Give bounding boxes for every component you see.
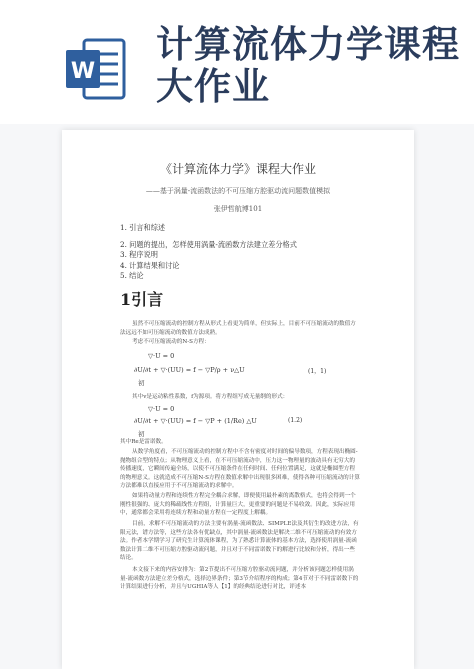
paragraph: 其中v是运动粘性系数，f为源项。将方程组写成无量纲的形式： (132, 394, 289, 400)
section-heading: 1引言 (120, 290, 164, 309)
banner-title (156, 24, 466, 108)
banner-title-line1: 计算流体力学课程 (156, 23, 460, 66)
equation-number: (1.2) (288, 417, 303, 424)
paragraph: 如果将动量方程和连续性方程完全耦合求解，即便使用最朴素的离散格式，也将会得到一个刚性很强的、庞大的稀疏线性方程组，计算量巨大，更重要的问题是不易收敛。因此，实际应用中，通常都会采用将连续方程和动量方程在一定程度上解耦。 (120, 493, 356, 517)
document-subtitle: ——基于涡量-流函数法的不可压缩方腔驱动流问题数值模拟 (145, 187, 331, 195)
equation-momentum-dimensionless: ∂U/∂t + ▽·(UU) = f − ▽P + (1/Re) △U (134, 417, 257, 425)
paragraph: 目前，求解不可压缩流动的方法主要有涡量-流函数法、SIMPLE法及其衍生的改进方法，有限元法，谱方法等，这些方法各有优缺点，其中涡量-流函数法是解决二维不可压缩流动的有效方法。作者本学期学习了研究生计算流体课程，为了熟悉计算流体的基本方法，选择使用涡量-流函数法计算二维不可压缩方腔驱动流问题，并且对于不同雷诺数下的解进行比较和分析，得出一些结论。 (120, 521, 359, 562)
document-page (62, 130, 414, 669)
document-title: 《计算流体力学》课程大作业 (159, 162, 316, 176)
equation-momentum: ∂U/∂t + ▽·(UU) = f − ▽P/ρ + ν△U (134, 366, 245, 374)
equation-label: 初 (138, 430, 145, 438)
equation-continuity: ▽·U = 0 (148, 405, 175, 413)
banner-title-line2: 大作业 (156, 65, 270, 108)
equation-number: (1，1) (308, 368, 327, 375)
paragraph: 考虑不可压缩流动的N-S方程： (132, 339, 210, 345)
toc-item: 4. 计算结果和讨论 (120, 260, 180, 270)
toc-item: 5. 结论 (120, 271, 144, 280)
header-banner (0, 0, 474, 124)
table-of-contents (120, 223, 297, 282)
word-icon-letter: W (70, 59, 96, 84)
paragraph: 其中Re是雷诺数。 (120, 439, 167, 445)
paragraph: 从数学角度看，不可压缩流动的控制方程中不含有密度对时间的偏导数项，方程表现出椭圆-抛物组合型的特点；从物理意义上看，在不可压缩流动中，压力这一物理量的波动具有无穷大的传播速度，它瞬间传遍全场，以使不可压缩条件在任何时间、任何位置满足，这就是椭圆型方程的物理意义。这就造成不可压缩N-S方程在数值求解中出现很多困难，使得各种可压缩流动的计算方法都难以直接应用于不可压缩流动的求解中。 (120, 449, 360, 490)
toc-item: 1. 引言和综述 (120, 223, 166, 232)
toc-item: 3. 程序说明 (120, 250, 158, 259)
paragraph: 本文接下来的内容安排为：第2节提出不可压缩方腔驱动流问题，并分析该问题怎样使用涡量-流函数方法建立差分格式，选择边界条件；第3节介绍程序的构成；第4节对于不同雷诺数下的计算结果进行分析，并且与UGHIA等人【1】的经典结论进行对比，评述本 (120, 567, 359, 591)
toc-item: 2. 问题的提出，怎样使用涡量-流函数方法建立差分格式 (120, 239, 297, 249)
equation-continuity: ▽·U = 0 (148, 352, 175, 360)
equation-label: 初 (138, 379, 145, 387)
document-author: 张伊哲航博101 (213, 205, 263, 213)
word-icon (64, 36, 128, 102)
paragraph: 虽然不可压缩流动的控制方程从形式上看更为简单，但实际上，目前不可压缩流动的数值方法远远不如可压缩流动的数值方法成熟。 (120, 321, 356, 336)
